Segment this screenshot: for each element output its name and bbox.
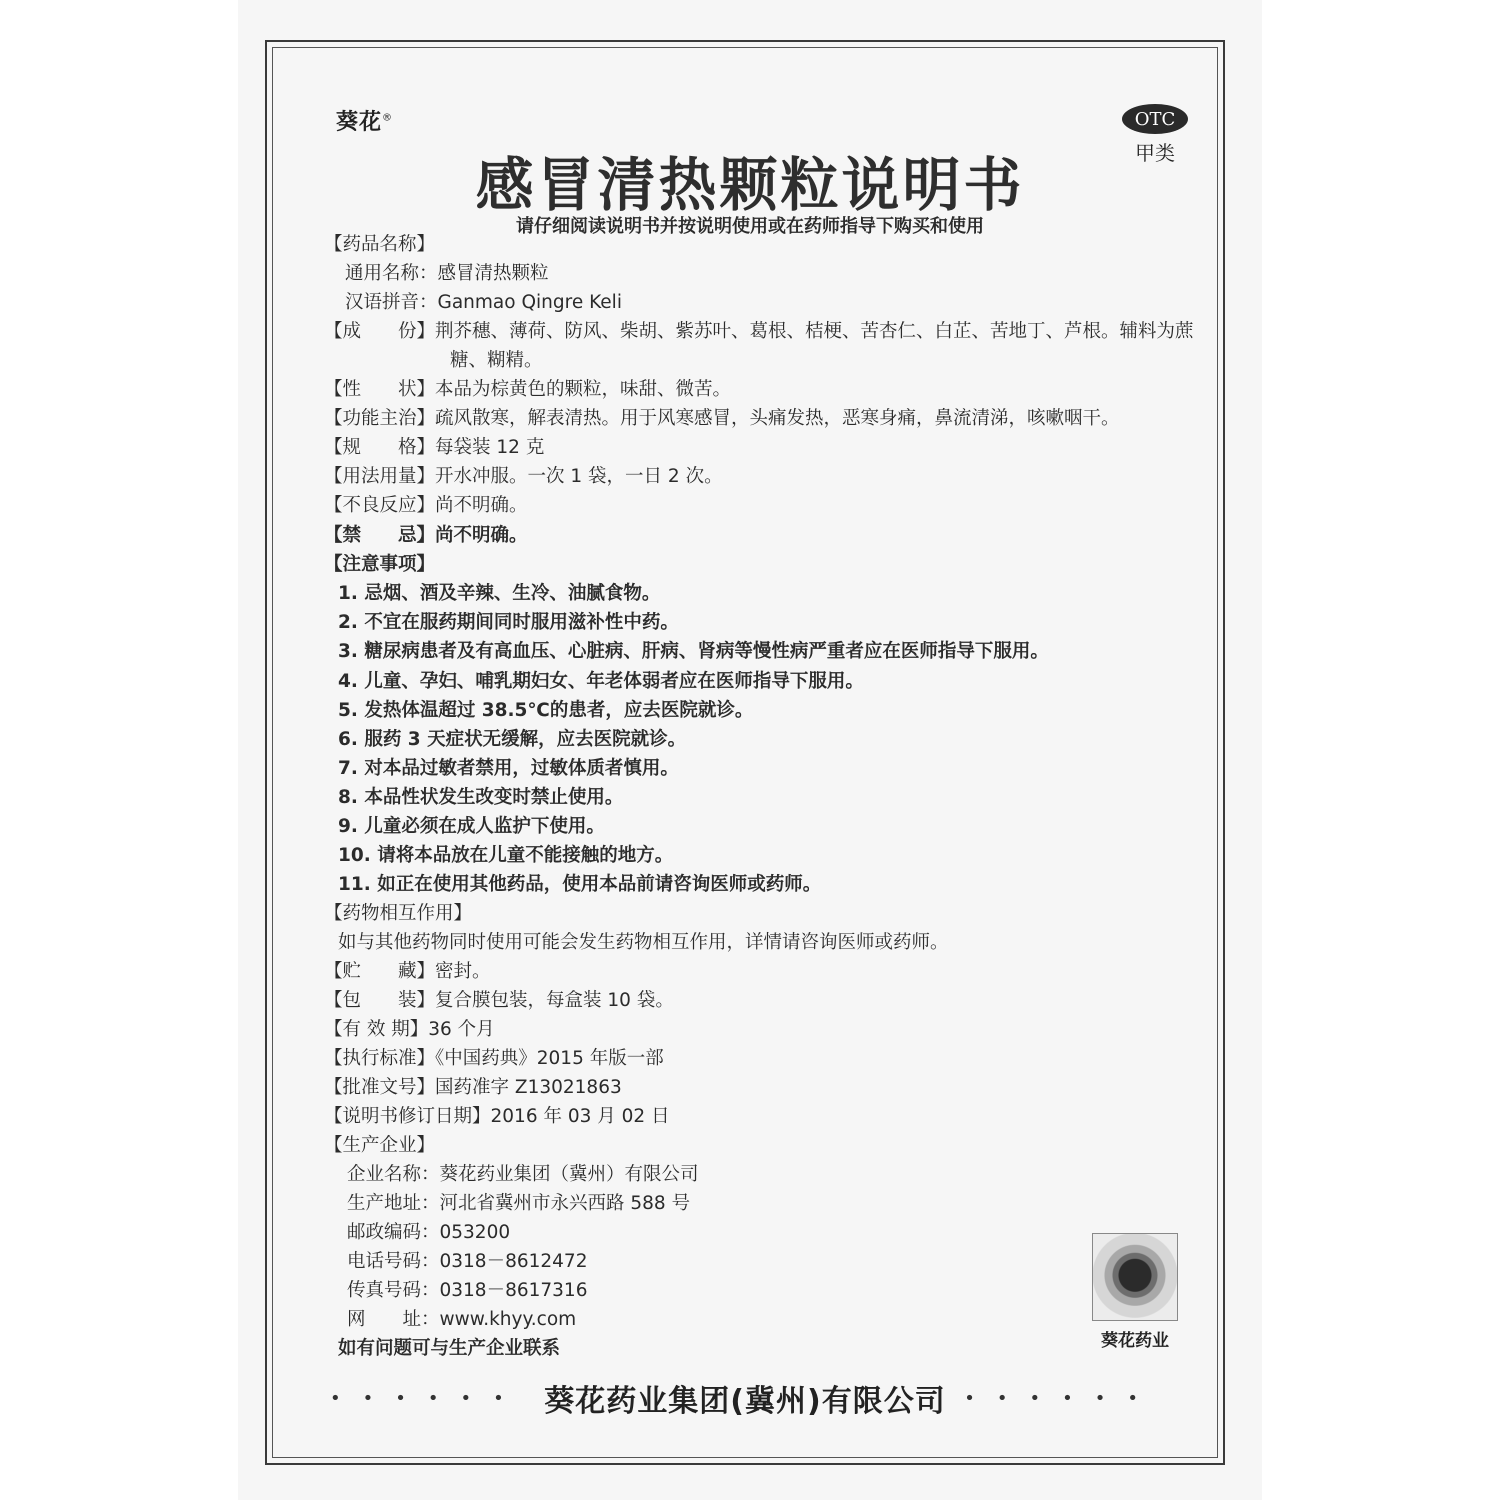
contraindications-row <box>324 523 528 549</box>
contraindications-label: 【禁 忌】 <box>324 525 436 546</box>
adverse-row <box>324 493 528 519</box>
precaution-item: 11. 如正在使用其他药品，使用本品前请咨询医师或药师。 <box>338 874 822 895</box>
otc-category: 甲类 <box>1135 141 1175 165</box>
drug-name-header: 【药品名称】 <box>324 234 436 255</box>
footer-company-name: 葵花药业集团(冀州)有限公司 <box>544 1384 946 1419</box>
package-label: 【包 装】 <box>324 990 436 1011</box>
spec-text: 每袋装 12 克 <box>435 437 545 458</box>
precaution-item: 7. 对本品过敏者禁用，过敏体质者慎用。 <box>338 758 679 779</box>
ingredients-label: 【成 份】 <box>324 321 436 342</box>
precaution-item: 5. 发热体温超过 38.5℃的患者，应去医院就诊。 <box>338 700 754 721</box>
approval-label: 【批准文号】 <box>324 1077 436 1098</box>
otc-badge: OTC <box>1122 104 1188 134</box>
generic-name: 通用名称：感冒清热颗粒 <box>345 263 549 284</box>
dosage-row <box>324 464 723 490</box>
indications-row <box>324 406 1120 432</box>
indications-text: 疏风散寒，解表清热。用于风寒感冒，头痛发热，恶寒身痛，鼻流清涕，咳嗽咽干。 <box>435 408 1120 429</box>
precaution-item: 6. 服药 3 天症状无缓解，应去医院就诊。 <box>338 729 687 750</box>
standard-text: 《中国药典》2015 年版一部 <box>435 1048 664 1069</box>
logo-caption: 葵花药业 <box>1101 1331 1169 1351</box>
precautions-header: 【注意事项】 <box>324 554 436 575</box>
dosage-label: 【用法用量】 <box>324 466 436 487</box>
ingredients-text: 荆芥穗、薄荷、防风、柴胡、紫苏叶、葛根、桔梗、苦杏仁、白芷、苦地丁、芦根。辅料为蔗 <box>435 321 1194 342</box>
precaution-item: 2. 不宜在服药期间同时服用滋补性中药。 <box>338 612 679 633</box>
standard-label: 【执行标准】 <box>324 1048 436 1069</box>
interaction-header: 【药物相互作用】 <box>324 903 473 924</box>
footer-dots-left: •••••• <box>330 1387 526 1409</box>
precaution-item: 1. 忌烟、酒及辛辣、生冷、油腻食物。 <box>338 583 661 604</box>
approval-row <box>324 1075 622 1101</box>
company-name: 企业名称：葵花药业集团（冀州）有限公司 <box>347 1164 699 1185</box>
properties-label: 【性 状】 <box>324 379 436 400</box>
properties-row <box>324 377 731 403</box>
footer-dots-right: •••••• <box>964 1387 1160 1409</box>
validity-text: 36 个月 <box>428 1019 495 1040</box>
revision-row <box>324 1104 670 1130</box>
adverse-label: 【不良反应】 <box>324 495 436 516</box>
spec-row <box>324 435 544 461</box>
properties-text: 本品为棕黄色的颗粒，味甜、微苦。 <box>435 379 732 400</box>
precaution-item: 4. 儿童、孕妇、哺乳期妇女、年老体弱者应在医师指导下服用。 <box>338 671 864 692</box>
manufacturer-header: 【生产企业】 <box>324 1135 436 1156</box>
standard-row <box>324 1046 664 1072</box>
storage-row <box>324 959 491 985</box>
package-text: 复合膜包装，每盒装 10 袋。 <box>435 990 674 1011</box>
validity-row <box>324 1017 495 1043</box>
precaution-item: 9. 儿童必须在成人监护下使用。 <box>338 816 605 837</box>
document-subtitle: 请仔细阅读说明书并按说明使用或在药师指导下购买和使用 <box>516 216 984 237</box>
company-postcode: 邮政编码：053200 <box>347 1222 511 1243</box>
package-row <box>324 988 674 1014</box>
contraindications-text: 尚不明确。 <box>435 525 528 546</box>
spec-label: 【规 格】 <box>324 437 436 458</box>
company-fax: 传真号码：0318－8617316 <box>347 1280 588 1301</box>
adverse-text: 尚不明确。 <box>435 495 528 516</box>
revision-text: 2016 年 03 月 02 日 <box>490 1106 670 1127</box>
sunflower-logo-icon <box>1092 1233 1178 1321</box>
document-title: 感冒清热颗粒说明书 <box>475 151 1025 219</box>
ingredients-row <box>324 319 1194 345</box>
precaution-item: 3. 糖尿病患者及有高血压、心脏病、肝病、肾病等慢性病严重者应在医师指导下服用。 <box>338 641 1049 662</box>
company-phone: 电话号码：0318－8612472 <box>347 1251 588 1272</box>
indications-label: 【功能主治】 <box>324 408 436 429</box>
storage-label: 【贮 藏】 <box>324 961 436 982</box>
footer-banner <box>330 1378 1160 1418</box>
validity-label: 【有 效 期】 <box>324 1019 429 1040</box>
precaution-item: 10. 请将本品放在儿童不能接触的地方。 <box>338 845 674 866</box>
interaction-text: 如与其他药物同时使用可能会发生药物相互作用，详情请咨询医师或药师。 <box>338 932 949 953</box>
pinyin-name: 汉语拼音：Ganmao Qingre Keli <box>345 292 622 313</box>
company-website: 网 址：www.khyy.com <box>347 1309 577 1330</box>
contact-note: 如有问题可与生产企业联系 <box>338 1338 561 1359</box>
dosage-text: 开水冲服。一次 1 袋，一日 2 次。 <box>435 466 723 487</box>
brand-logo: 葵花® <box>336 110 394 135</box>
precaution-item: 8. 本品性状发生改变时禁止使用。 <box>338 787 624 808</box>
revision-label: 【说明书修订日期】 <box>324 1106 491 1127</box>
approval-text: 国药准字 Z13021863 <box>435 1077 622 1098</box>
ingredients-text-cont: 糖、糊精。 <box>450 350 543 371</box>
storage-text: 密封。 <box>435 961 491 982</box>
company-address: 生产地址：河北省冀州市永兴西路 588 号 <box>347 1193 691 1214</box>
